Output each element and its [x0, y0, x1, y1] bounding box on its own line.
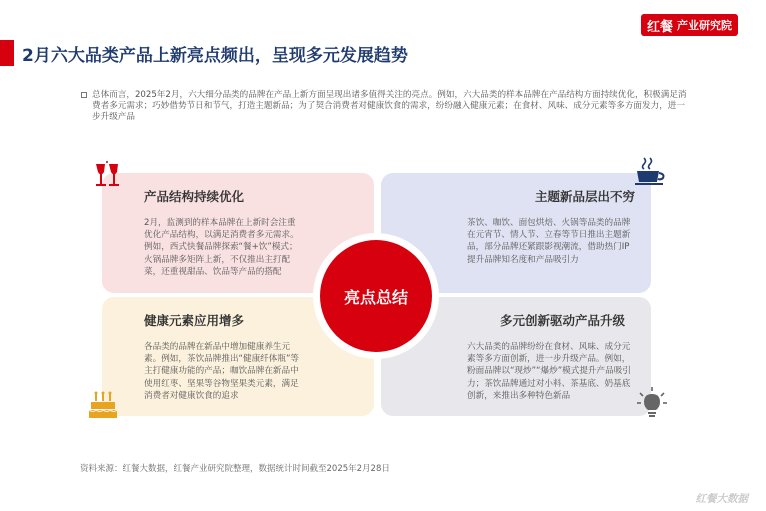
center-label: 亮点总结 [343, 287, 408, 307]
summary-text: 总体而言，2025年2月，六大细分品类的品牌在产品上新方面呈现出诸多值得关注的亮点。例如，六大品类的样本品牌在产品结构方面持续优化，积极满足消费者多元需求；巧妙借势节日和节气，打造主题新品；为了契合消费者对健康饮食的需求，纷纷融入健康元素；在食材、风味、成分元素等多方面发力，进一步升级产品 [92, 90, 687, 123]
card-title: 产品结构持续优化 [144, 189, 245, 204]
wine-glasses-icon [90, 160, 124, 190]
brand-mark: 红餐 [646, 19, 673, 35]
card-body: 茶饮、咖饮、面包烘焙、火锅等品类的品牌在元宵节、情人节、立春等节日推出主题新品，部分品牌还紧跟影视潮流，借助热门IP提升品牌知名度和产品吸引力 [467, 218, 631, 265]
card-body: 各品类的品牌在新品中增加健康养生元素。例如，茶饮品牌推出“健康纤体瓶”等主打健康功能的产品；咖饮品牌在新品中使用红枣、坚果等谷物坚果类元素，满足消费者对健康饮食的追求 [144, 342, 299, 401]
card-title: 主题新品层出不穷 [534, 189, 635, 204]
page-title: 2月六大品类产品上新亮点频出，呈现多元发展趋势 [22, 45, 408, 66]
card-title: 健康元素应用增多 [144, 313, 245, 328]
center-disc [320, 240, 432, 352]
title-bar [0, 40, 460, 66]
coffee-cup-icon [634, 156, 668, 188]
footer-brand-watermark: 红餐大数据 [695, 493, 748, 505]
brand-logo [641, 14, 738, 36]
summary-paragraph [92, 90, 692, 124]
lightbulb-icon [636, 386, 668, 420]
card-body: 2月，监测到的样本品牌在上新时会注重优化产品结构，以满足消费者多元需求。例如，西式快餐品牌探索“餐+饮”模式；火锅品牌多矩阵上新，不仅推出主打配菜，还重视甜品、饮品等产品的搭配 [144, 218, 299, 277]
source-note: 资料来源：红餐大数据，红餐产业研究院整理，数据统计时间截至2025年2月28日 [80, 464, 390, 474]
center-summary-circle [313, 233, 439, 359]
card-title: 多元创新驱动产品升级 [499, 313, 625, 328]
card-body: 六大品类的品牌纷纷在食材、风味、成分元素等多方面创新，进一步升级产品。例如，粉面品牌以“现炒”“爆炒”模式提升产品吸引力；茶饮品牌通过对小料、茶基底、奶基底创新，来推出多种特色新品 [467, 342, 631, 401]
cake-icon [86, 390, 120, 422]
title-accent-bar [0, 40, 14, 66]
brand-name: 产业研究院 [677, 19, 732, 32]
bullet-square-icon [81, 92, 87, 98]
